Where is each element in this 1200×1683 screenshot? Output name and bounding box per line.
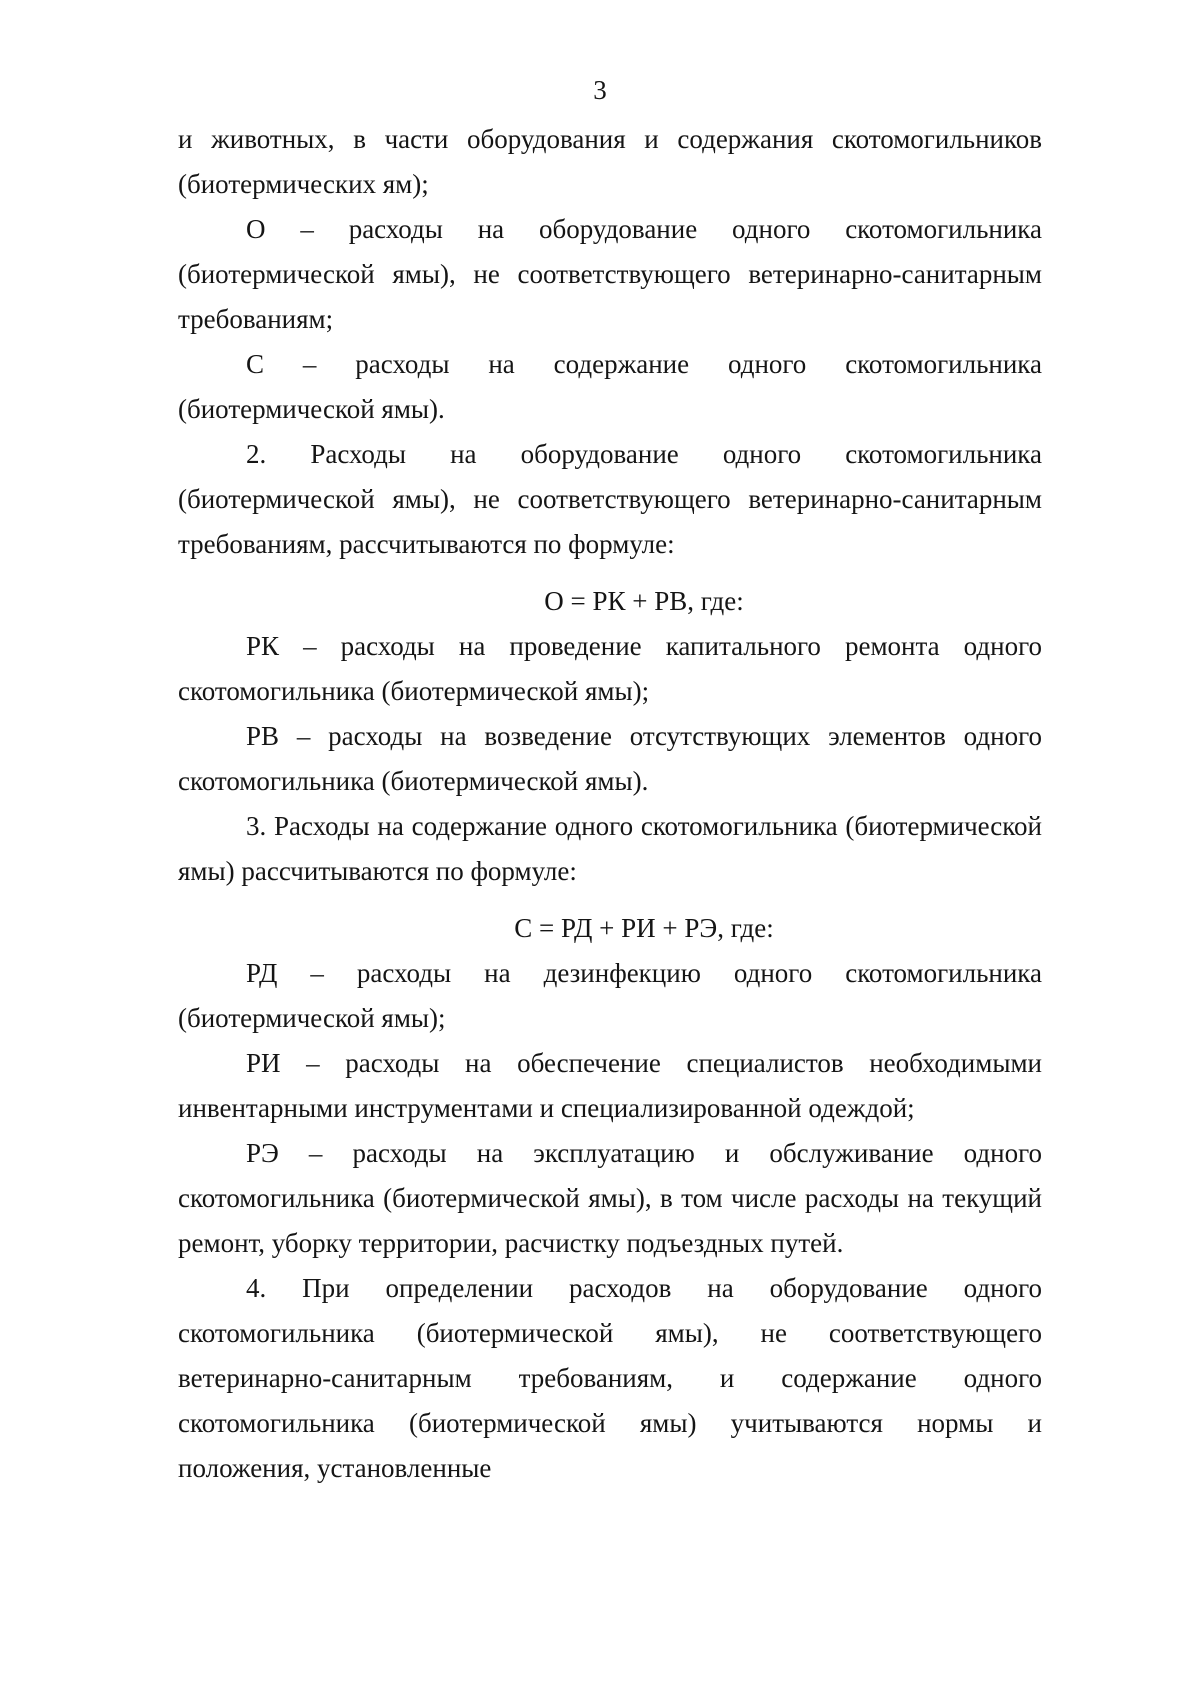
definition-re: РЭ – расходы на эксплуатацию и обслуживание одного скотомогильника (биотермической ямы), в том числе расходы на текущий ремонт, уборку территории, расчистку подъездных путей. (178, 1138, 1042, 1258)
paragraph-continuation: и животных, в части оборудования и содержания скотомогильников (биотермических ям); (178, 124, 1042, 199)
page-number: 3 (593, 75, 607, 105)
definition-ri: РИ – расходы на обеспечение специалистов необходимыми инвентарными инструментами и специализированной одеждой; (178, 1048, 1042, 1123)
definition-rk: РК – расходы на проведение капитального ремонта одного скотомогильника (биотермической ямы); (178, 631, 1042, 706)
definition-c: С – расходы на содержание одного скотомогильника (биотермической ямы). (178, 349, 1042, 424)
document-body (178, 117, 1042, 1491)
formula-o: О = РК + РВ, где: (544, 586, 744, 616)
clause-3: 3. Расходы на содержание одного скотомогильника (биотермической ямы) рассчитываются по формуле: (178, 811, 1042, 886)
clause-4: 4. При определении расходов на оборудование одного скотомогильника (биотермической ямы), не соответствующего ветеринарно-санитарным требованиям, и содержание одного скотомогильника (биотермической ямы) учитываются нормы и положения, установленные (178, 1273, 1042, 1483)
formula-c: С = РД + РИ + РЭ, где: (514, 913, 774, 943)
clause-2: 2. Расходы на оборудование одного скотомогильника (биотермической ямы), не соответствующего ветеринарно-санитарным требованиям, рассчитываются по формуле: (178, 439, 1042, 559)
definition-o: О – расходы на оборудование одного скотомогильника (биотермической ямы), не соответствующего ветеринарно-санитарным требованиям; (178, 214, 1042, 334)
definition-rv: РВ – расходы на возведение отсутствующих элементов одного скотомогильника (биотермической ямы). (178, 721, 1042, 796)
definition-rd: РД – расходы на дезинфекцию одного скотомогильника (биотермической ямы); (178, 958, 1042, 1033)
